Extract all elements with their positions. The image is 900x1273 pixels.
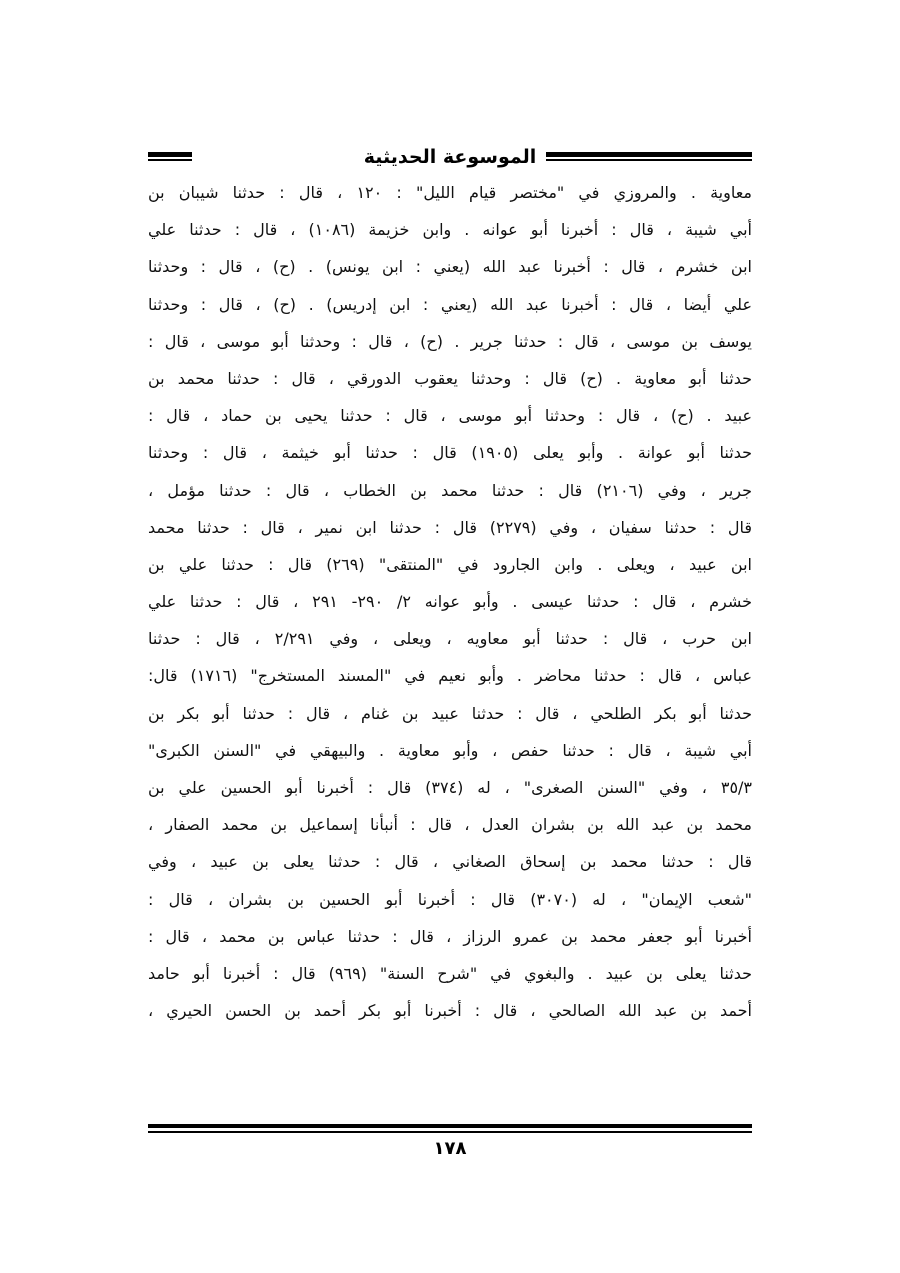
text-line: ٣٥/٣ ، وفي "السنن الصغرى" ، له (٣٧٤) قال : أخبرنا أبو الحسين علي بن bbox=[148, 778, 752, 797]
text-line: أبي شيبة ، قال : أخبرنا أبو عوانه . وابن خزيمة (١٠٨٦) ، قال : حدثنا علي bbox=[148, 220, 752, 240]
text-line: ابن عبيد ، ويعلى . وابن الجارود في "المنتقى" (٢٦٩) قال : حدثنا علي بن bbox=[148, 554, 752, 574]
text-line: قال : حدثنا سفيان ، وفي (٢٢٧٩) قال : حدثنا ابن نمير ، قال : حدثنا محمد bbox=[148, 517, 752, 537]
text-line: أحمد بن عبد الله الصالحي ، قال : أخبرنا أبو بكر أحمد بن الحسن الحيري ، bbox=[148, 1001, 752, 1021]
text-line: خشرم ، قال : حدثنا عيسى . وأبو عوانه ٢/ ٢٩٠- ٢٩١ ، قال : حدثنا علي bbox=[148, 592, 752, 612]
running-header bbox=[148, 144, 752, 172]
footer-rule bbox=[148, 1124, 752, 1133]
text-line: "شعب الإيمان" ، له (٣٠٧٠) قال : أخبرنا أبو الحسين بن بشران ، قال : bbox=[148, 889, 752, 909]
page-number: ١٧٨ bbox=[433, 1138, 467, 1159]
text-line: حدثنا يعلى بن عبيد . والبغوي في "شرح السنة" (٩٦٩) قال : أخبرنا أبو حامد bbox=[148, 963, 752, 983]
text-line: أخبرنا أبو جعفر محمد بن عمرو الرزاز ، قال : حدثنا عباس بن محمد ، قال : bbox=[148, 926, 752, 946]
header-title: الموسوعة الحديثية bbox=[354, 146, 547, 168]
header-rule-left bbox=[148, 152, 192, 161]
text-line: جرير ، وفي (٢١٠٦) قال : حدثنا محمد بن الخطاب ، قال : حدثنا مؤمل ، bbox=[148, 480, 752, 500]
text-line: حدثنا أبو بكر الطلحي ، قال : حدثنا عبيد بن غنام ، قال : حدثنا أبو بكر بن bbox=[148, 703, 752, 723]
text-line: عبيد . (ح) ، قال : وحدثنا أبو موسى ، قال : حدثنا يحيى بن حماد ، قال : bbox=[148, 406, 752, 426]
body-text bbox=[148, 174, 752, 1029]
text-line: قال : حدثنا محمد بن إسحاق الصغاني ، قال : حدثنا يعلى بن عبيد ، وفي bbox=[148, 852, 752, 872]
text-line: عباس ، قال : حدثنا محاضر . وأبو نعيم في "المسند المستخرج" (١٧١٦) قال: bbox=[148, 666, 752, 686]
text-line: علي أيضا ، قال : أخبرنا عبد الله (يعني : ابن إدريس) . (ح) ، قال : وحدثنا bbox=[148, 294, 752, 314]
text-line: ابن خشرم ، قال : أخبرنا عبد الله (يعني : ابن يونس) . (ح) ، قال : وحدثنا bbox=[148, 257, 752, 277]
text-line: ابن حرب ، قال : حدثنا أبو معاويه ، ويعلى ، وفي ٢/٢٩١ ، قال : حدثنا bbox=[148, 629, 752, 649]
text-line: حدثنا أبو عوانة . وأبو يعلى (١٩٠٥) قال : حدثنا أبو خيثمة ، قال : وحدثنا bbox=[148, 443, 752, 463]
text-line: يوسف بن موسى ، قال : حدثنا جرير . (ح) ، قال : وحدثنا أبو موسى ، قال : bbox=[148, 331, 752, 351]
text-line: حدثنا أبو معاوية . (ح) قال : وحدثنا يعقوب الدورقي ، قال : حدثنا محمد بن bbox=[148, 368, 752, 388]
text-line: معاوية . والمروزي في "مختصر قيام الليل" : ١٢٠ ، قال : حدثنا شيبان بن bbox=[148, 183, 752, 202]
text-line: محمد بن عبد الله بن بشران العدل ، قال : أنبأنا إسماعيل بن محمد الصفار ، bbox=[148, 815, 752, 835]
text-line: أبي شيبة ، قال : حدثنا حفص ، وأبو معاوية . والبيهقي في "السنن الكبرى" bbox=[148, 740, 752, 760]
